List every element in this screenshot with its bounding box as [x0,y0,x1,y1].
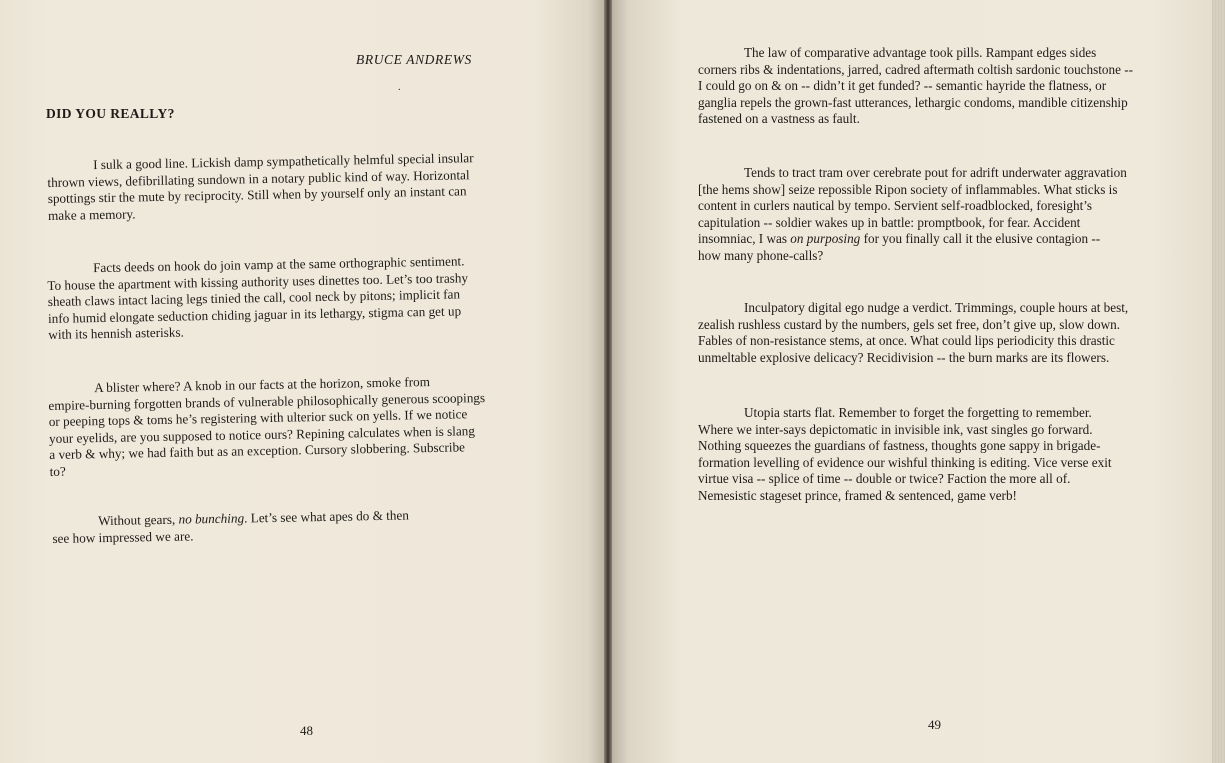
text-line: info humid elongate seduction chiding jaguar in its lethargy, stigma can get up [47,302,462,326]
text-line: fastened on a vastness as fault. [698,111,860,126]
left-paragraph-1 [47,150,475,224]
text-line: thrown views, defibrillating sundown in a notary public kind of way. Horizontal [47,166,470,190]
book-gutter [604,0,612,763]
text-line: virtue visa -- splice of time -- double or twice? Faction the more all of. [698,471,1071,486]
page-number-right: 49 [928,717,941,732]
poem-title: DID YOU REALLY? [46,106,175,121]
text-line: The law of comparative advantage took pills. Rampant edges sides [744,45,1097,60]
page-number-left: 48 [300,723,313,738]
right-page [610,0,1212,763]
italic-phrase: no bunching [178,510,245,527]
text-line: Without gears, no bunching. Let’s see what apes do & then [97,507,410,529]
text-line: spottings stir the mute by reciprocity. Still when by yourself only an instant can [47,183,467,206]
text-line: A blister where? A knob in our facts at the horizon, smoke from [93,374,431,396]
text-line: formation levelling of evidence our wishful thinking is editing. Vice verse exit [698,454,1112,470]
text-line: zealish rushless custard by the numbers, gels set free, don’t give up, slow down. [698,316,1121,332]
right-paragraph-4 [698,405,1112,504]
text-line: Nemesistic stageset prince, framed & sentenced, game verb! [698,487,1017,503]
text-line: Fables of non-resistance stems, at once. What could lips periodicity this drastic [698,333,1115,348]
page-edges [1212,0,1225,763]
text-line: Facts deeds on hook do join vamp at the same orthographic sentiment. [92,253,465,276]
text-line: Inculpatory digital ego nudge a verdict. Trimmings, couple hours at best, [744,300,1129,315]
text-line: sheath claws intact lacing legs tinied the call, cool neck by pitons; implicit fan [47,286,461,309]
text-line: [the hems show] seize repossible Ripon society of inflammables. What sticks is [698,181,1118,197]
text-line: make a memory. [47,205,136,223]
right-paragraph-2 [698,165,1127,264]
text-line: Nothing squeezes the guardians of fastness, thoughts gone sappy in brigade- [698,438,1101,453]
right-paragraph-1 [698,45,1133,128]
text-line: or peeping tops & toms he’s registering with ulterior suck on yells. If we notice [48,406,468,429]
text-line: how many phone-calls? [698,247,824,263]
text-line: To house the apartment with kissing authority uses dinettes too. Let’s too trashy [47,269,469,293]
text-line: insomniac, I was on purposing for you finally call it the elusive contagion -- [698,231,1101,246]
text-line: with its hennish asterisks. [48,324,185,342]
text-line: your eyelids, are you supposed to notice ours? Repining calculates when is slang [48,422,476,446]
author-heading: BRUCE ANDREWS [356,52,472,67]
text-line: Where we inter-says depictomatic in invisible ink, vast singles go forward. [698,421,1093,437]
text-line: Utopia starts flat. Remember to forget the forgetting to remember. [744,405,1092,420]
text-line: to? [49,463,66,479]
heading-dot: . [398,82,401,93]
text-line: ganglia repels the grown-fast utterances, lethargic condoms, mandible citizenship [698,94,1128,110]
left-paragraph-4 [52,507,409,547]
left-page [0,0,606,763]
text-line: a verb & why; we had faith but as an exception. Cursory slobbering. Subscribe [49,439,466,462]
text-line: unmeltable explosive delicacy? Recidivision -- the burn marks are its flowers. [698,349,1110,365]
left-paragraph-2 [47,253,469,343]
text-line: corners ribs & indentations, jarred, cadred aftermath coltish sardonic touchstone -- [698,61,1134,77]
right-paragraph-3 [698,300,1128,366]
text-line: Tends to tract tram over cerebrate pout for adrift underwater aggravation [744,165,1127,180]
text-line: see how impressed we are. [52,527,194,546]
text-line: I sulk a good line. Lickish damp sympathetically helmful special insular [92,150,474,173]
text-line: empire-burning forgotten brands of vulnerable philosophically generous scoopings [48,389,486,413]
text-line: I could go on & on -- didn’t it get funded? -- semantic hayride the flatness, or [698,78,1107,93]
text-line: capitulation -- soldier wakes up in battle: promptbook, for fear. Accident [698,214,1081,230]
left-paragraph-3 [48,373,486,480]
italic-phrase: on purposing [790,231,861,246]
text-line: content in curlers nautical by tempo. Servient self-roadblocked, foresight’s [698,198,1093,213]
